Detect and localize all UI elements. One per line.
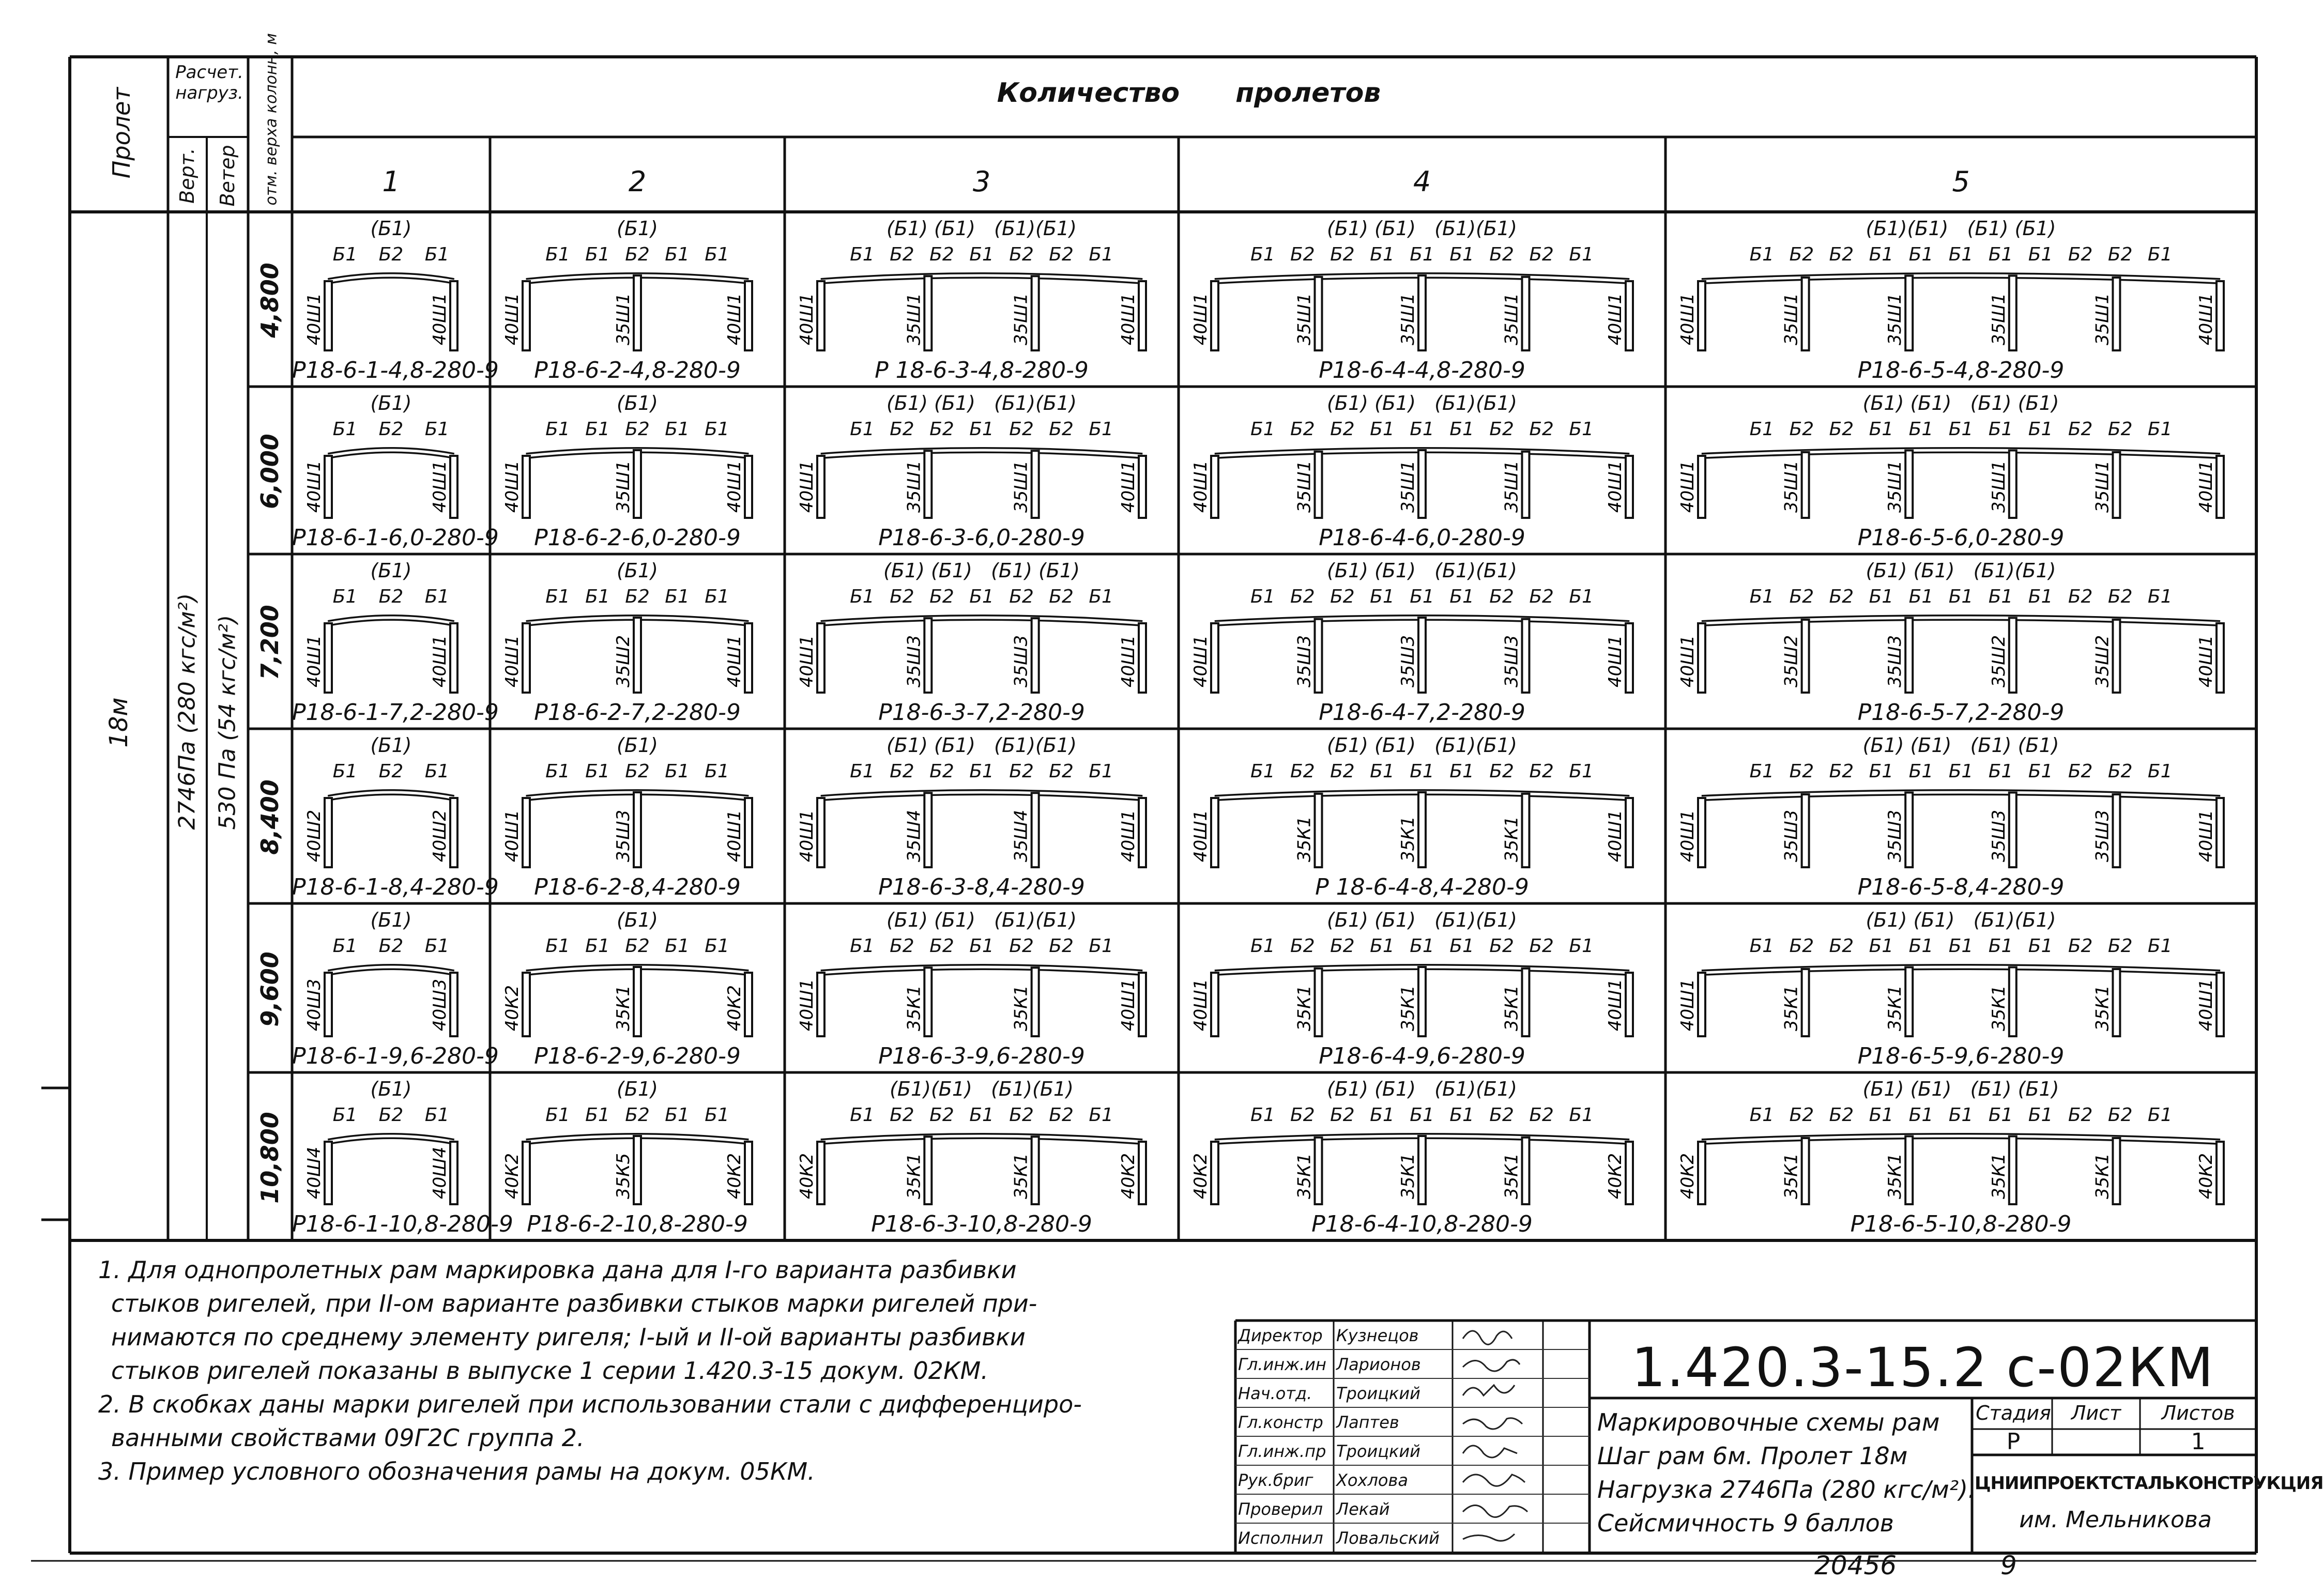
column-label: 35К1	[1885, 985, 1906, 1031]
stamp-role: Рук.бриг	[1238, 1470, 1313, 1490]
beam-marks: Б1 Б1 Б2 Б1 Б1	[545, 935, 729, 957]
page-number: 9	[2000, 1551, 2017, 1580]
frame-code: Р 18-6-4-8,4-280-9	[1315, 874, 1529, 900]
header-count-2: 2	[628, 165, 647, 198]
column-label: 35Ш1	[1294, 293, 1315, 345]
frame-code: Р18-6-1-9,6-280-9	[292, 1043, 499, 1069]
column-label: 40К2	[1190, 1153, 1211, 1199]
beam-marks: Б1 Б1 Б2 Б1 Б1	[545, 244, 729, 265]
beam-alt-marks: (Б1)	[370, 559, 412, 582]
org-subname: им. Мельникова	[2019, 1507, 2212, 1533]
sheet-label: Лист	[2071, 1402, 2121, 1424]
stamp-name: Троицкий	[1336, 1384, 1420, 1403]
beam-marks: Б1 Б2 Б1	[332, 419, 450, 440]
column-label: 40Ш1	[1605, 293, 1626, 345]
beam-alt-marks: (Б1)	[617, 559, 658, 582]
beam-alt-marks: (Б1)(Б1) (Б1) (Б1)	[1866, 217, 2056, 240]
column-label: 40К2	[724, 985, 745, 1031]
vertical-load-value: 2746Па (280 кгс/м²)	[174, 593, 201, 830]
beam-marks: Б1 Б2 Б2 Б1 Б2 Б2 Б1	[850, 1104, 1113, 1126]
column-label: 40Ш1	[797, 293, 817, 345]
stamp-name: Кузнецов	[1336, 1326, 1419, 1345]
beam-alt-marks: (Б1)	[370, 1078, 412, 1100]
height-label: 4,800	[256, 263, 284, 338]
stamp-name: Троицкий	[1336, 1441, 1420, 1461]
frame-code: Р18-6-2-10,8-280-9	[527, 1211, 748, 1237]
column-label: 40Ш1	[1190, 978, 1211, 1031]
column-label: 35К1	[1398, 1153, 1418, 1199]
column-label: 35Ш1	[904, 293, 925, 345]
column-label: 40Ш1	[1118, 809, 1139, 862]
frame-code: Р18-6-5-6,0-280-9	[1857, 525, 2065, 551]
beam-marks: Б1 Б2 Б2 Б1 Б2 Б2 Б1	[850, 419, 1113, 440]
beam-alt-marks: (Б1)(Б1) (Б1)(Б1)	[890, 1078, 1074, 1100]
column-label: 40Ш1	[1677, 635, 1698, 687]
frame-code: Р18-6-1-6,0-280-9	[292, 525, 499, 551]
frame-code: Р18-6-5-8,4-280-9	[1857, 874, 2065, 900]
beam-marks: Б1 Б1 Б2 Б1 Б1	[545, 1104, 729, 1126]
column-label: 40Ш1	[430, 635, 450, 687]
column-label: 35К1	[1501, 816, 1522, 862]
column-label: 40Ш1	[1677, 460, 1698, 513]
beam-marks: Б1 Б2 Б2 Б1 Б1 Б1 Б2 Б2 Б1	[1250, 1104, 1594, 1126]
header-span: Пролет	[108, 87, 135, 179]
stamp-name: Ловальский	[1336, 1528, 1440, 1548]
column-label: 40Ш1	[1605, 978, 1626, 1031]
header-load: Расчет. нагруз.	[175, 62, 243, 103]
column-label: 35Ш2	[2092, 635, 2113, 687]
column-label: 40Ш1	[1190, 460, 1211, 513]
column-label: 40Ш1	[724, 460, 745, 513]
column-label: 35К1	[1398, 816, 1418, 862]
stage-label: Стадия	[1976, 1402, 2051, 1424]
column-label: 40Ш1	[2196, 635, 2217, 687]
span-value: 18м	[104, 697, 133, 748]
column-label: 35Ш3	[1294, 635, 1315, 687]
column-label: 40Ш1	[2196, 460, 2217, 513]
doc-title-line-1: Маркировочные схемы рам	[1597, 1408, 1940, 1436]
column-label: 35Ш2	[1781, 635, 1802, 687]
column-label: 35К5	[613, 1153, 634, 1199]
beam-alt-marks: (Б1)	[617, 734, 658, 757]
frame-code: Р18-6-1-10,8-280-9	[292, 1211, 513, 1237]
frame-code: Р18-6-4-6,0-280-9	[1319, 525, 1525, 551]
beam-alt-marks: (Б1)	[370, 734, 412, 757]
column-label: 40Ш1	[430, 293, 450, 345]
doc-title-line-4: Сейсмичность 9 баллов	[1597, 1509, 1894, 1537]
column-label: 35Ш3	[1781, 809, 1802, 862]
stage-value: Р	[2006, 1429, 2021, 1455]
column-label: 40К2	[724, 1153, 745, 1199]
beam-alt-marks: (Б1)	[370, 217, 412, 240]
beam-alt-marks: (Б1)	[370, 392, 412, 415]
column-label: 35Ш1	[1011, 460, 1032, 513]
column-label: 40К2	[1118, 1153, 1139, 1199]
column-label: 35К1	[1988, 1153, 2009, 1199]
column-label: 40Ш1	[2196, 809, 2217, 862]
column-label: 35К1	[1501, 1153, 1522, 1199]
column-label: 35К1	[904, 1153, 925, 1199]
stamp-role: Проверил	[1238, 1499, 1323, 1519]
column-label: 35Ш3	[2092, 809, 2113, 862]
beam-alt-marks: (Б1) (Б1) (Б1)(Б1)	[1327, 392, 1517, 415]
frame-code: Р 18-6-3-4,8-280-9	[875, 357, 1089, 383]
column-label: 40Ш1	[1118, 635, 1139, 687]
column-label: 35Ш1	[1885, 293, 1906, 345]
note-line: 3. Пример условного обозначения рамы на докум. 05КМ.	[98, 1457, 815, 1485]
column-label: 35К1	[1781, 985, 1802, 1031]
beam-marks: Б1 Б2 Б2 Б1 Б1 Б1 Б1 Б1 Б2 Б2 Б1	[1749, 1104, 2173, 1126]
org-name: ЦНИИПРОЕКТСТАЛЬКОНСТРУКЦИЯ	[1975, 1473, 2323, 1494]
column-label: 35Ш2	[613, 635, 634, 687]
note-line: стыков ригелей показаны в выпуске 1 серии 1.420.3-15 докум. 02КМ.	[111, 1357, 988, 1385]
column-label: 35К1	[1988, 985, 2009, 1031]
column-label: 35Ш3	[1885, 809, 1906, 862]
column-label: 40Ш2	[304, 809, 325, 862]
column-label: 35К1	[1294, 1153, 1315, 1199]
column-label: 35Ш1	[1781, 293, 1802, 345]
frame-code: Р18-6-4-7,2-280-9	[1319, 699, 1525, 726]
column-label: 35Ш1	[1501, 293, 1522, 345]
beam-alt-marks: (Б1) (Б1) (Б1) (Б1)	[1862, 1078, 2059, 1100]
beam-marks: Б1 Б2 Б2 Б1 Б2 Б2 Б1	[850, 244, 1113, 265]
stamp-name: Лаптев	[1336, 1413, 1399, 1432]
column-label: 35Ш3	[613, 809, 634, 862]
beam-marks: Б1 Б2 Б2 Б1 Б1 Б1 Б2 Б2 Б1	[1250, 244, 1594, 265]
beam-alt-marks: (Б1) (Б1) (Б1) (Б1)	[883, 559, 1080, 582]
beam-marks: Б1 Б2 Б2 Б1 Б1 Б1 Б1 Б1 Б2 Б2 Б1	[1749, 244, 2173, 265]
column-label: 35К1	[1885, 1153, 1906, 1199]
column-label: 40К2	[2196, 1153, 2217, 1199]
beam-alt-marks: (Б1) (Б1) (Б1)(Б1)	[1866, 559, 2056, 582]
beam-marks: Б1 Б2 Б2 Б1 Б1 Б1 Б1 Б1 Б2 Б2 Б1	[1749, 419, 2173, 440]
column-label: 40Ш1	[724, 809, 745, 862]
column-label: 40Ш1	[797, 635, 817, 687]
column-label: 40Ш1	[797, 460, 817, 513]
column-label: 40Ш1	[502, 460, 523, 513]
height-label: 10,800	[256, 1111, 284, 1204]
beam-marks: Б1 Б2 Б2 Б1 Б1 Б1 Б1 Б1 Б2 Б2 Б1	[1749, 586, 2173, 607]
frame-code: Р18-6-2-7,2-280-9	[534, 699, 741, 726]
column-label: 35Ш3	[1011, 635, 1032, 687]
column-label: 35Ш1	[1011, 293, 1032, 345]
frame-code: Р18-6-1-8,4-280-9	[292, 874, 499, 900]
column-label: 40Ш1	[797, 809, 817, 862]
beam-marks: Б1 Б2 Б2 Б1 Б1 Б1 Б1 Б1 Б2 Б2 Б1	[1749, 761, 2173, 782]
frame-code: Р18-6-5-9,6-280-9	[1857, 1043, 2065, 1069]
stamp-role: Гл.инж.пр	[1238, 1441, 1326, 1461]
height-label: 7,200	[256, 605, 284, 680]
column-label: 40Ш1	[1118, 978, 1139, 1031]
beam-marks: Б1 Б2 Б1	[332, 244, 450, 265]
column-label: 40К2	[502, 1153, 523, 1199]
doc-code: 1.420.3-15.2 с-02КМ	[1631, 1336, 2214, 1399]
frame-code: Р18-6-5-4,8-280-9	[1857, 357, 2065, 383]
column-label: 40Ш1	[1118, 293, 1139, 345]
doc-title-line-2: Шаг рам 6м. Пролет 18м	[1597, 1442, 1908, 1470]
column-label: 35К1	[2092, 1153, 2113, 1199]
column-label: 35Ш3	[1501, 635, 1522, 687]
beam-alt-marks: (Б1)	[617, 392, 658, 415]
beam-alt-marks: (Б1) (Б1) (Б1) (Б1)	[1862, 734, 2059, 757]
column-label: 40Ш1	[1677, 978, 1698, 1031]
column-label: 40Ш1	[1677, 809, 1698, 862]
beam-marks: Б1 Б2 Б2 Б1 Б1 Б1 Б2 Б2 Б1	[1250, 419, 1594, 440]
frame-code: Р18-6-2-8,4-280-9	[534, 874, 741, 900]
column-label: 40Ш1	[1605, 809, 1626, 862]
column-label: 40Ш1	[1677, 293, 1698, 345]
frame-code: Р18-6-1-4,8-280-9	[292, 357, 499, 383]
beam-marks: Б1 Б1 Б2 Б1 Б1	[545, 586, 729, 607]
beam-alt-marks: (Б1)	[617, 909, 658, 931]
column-label: 35Ш1	[1988, 460, 2009, 513]
column-label: 35Ш1	[1294, 460, 1315, 513]
beam-alt-marks: (Б1) (Б1) (Б1)(Б1)	[887, 909, 1077, 931]
height-label: 9,600	[256, 951, 284, 1027]
note-line: нимаются по среднему элементу ригеля; I-ый и II-ой варианты разбивки	[111, 1323, 1026, 1351]
frame-code: Р18-6-4-10,8-280-9	[1311, 1211, 1533, 1237]
beam-marks: Б1 Б2 Б2 Б1 Б1 Б1 Б2 Б2 Б1	[1250, 935, 1594, 957]
column-label: 40Ш1	[304, 293, 325, 345]
column-label: 35Ш1	[904, 460, 925, 513]
frame-code: Р18-6-2-9,6-280-9	[534, 1043, 741, 1069]
column-label: 40Ш1	[2196, 978, 2217, 1031]
column-label: 40Ш4	[430, 1146, 450, 1199]
margin-marks	[0, 0, 72, 1596]
column-label: 35Ш1	[2092, 293, 2113, 345]
column-label: 40К2	[502, 985, 523, 1031]
column-label: 35Ш1	[613, 293, 634, 345]
beam-marks: Б1 Б1 Б2 Б1 Б1	[545, 761, 729, 782]
beam-marks: Б1 Б2 Б2 Б1 Б2 Б2 Б1	[850, 761, 1113, 782]
frame-code: Р18-6-3-10,8-280-9	[871, 1211, 1092, 1237]
sheets-label: Листов	[2161, 1402, 2235, 1424]
column-label: 40К2	[797, 1153, 817, 1199]
stamp-name: Ларионов	[1336, 1355, 1421, 1374]
beam-marks: Б1 Б2 Б2 Б1 Б1 Б1 Б2 Б2 Б1	[1250, 761, 1594, 782]
frame-code: Р18-6-4-9,6-280-9	[1319, 1043, 1525, 1069]
note-line: 1. Для однопролетных рам маркировка дана для I-го варианта разбивки	[98, 1256, 1017, 1284]
header-vert: Верт.	[176, 148, 198, 204]
header-count-5: 5	[1952, 165, 1970, 198]
column-label: 40Ш1	[1190, 635, 1211, 687]
column-label: 40Ш1	[430, 460, 450, 513]
height-label: 6,000	[256, 434, 284, 509]
beam-marks: Б1 Б2 Б1	[332, 1104, 450, 1126]
column-label: 35К1	[613, 985, 634, 1031]
header-wind: Ветер	[216, 145, 239, 207]
beam-marks: Б1 Б1 Б2 Б1 Б1	[545, 419, 729, 440]
frame-code: Р18-6-4-4,8-280-9	[1319, 357, 1525, 383]
column-label: 40Ш1	[304, 635, 325, 687]
beam-marks: Б1 Б2 Б1	[332, 586, 450, 607]
beam-alt-marks: (Б1)	[617, 217, 658, 240]
column-label: 35Ш1	[2092, 460, 2113, 513]
column-label: 35Ш1	[1501, 460, 1522, 513]
frame-code: Р18-6-3-6,0-280-9	[878, 525, 1085, 551]
header-count-1: 1	[382, 165, 400, 198]
beam-alt-marks: (Б1)	[370, 909, 412, 931]
beam-alt-marks: (Б1) (Б1) (Б1)(Б1)	[1327, 559, 1517, 582]
column-label: 40Ш1	[1605, 460, 1626, 513]
column-label: 40Ш1	[304, 460, 325, 513]
note-line: 2. В скобках даны марки ригелей при использовании стали с дифференциро-	[98, 1390, 1082, 1418]
column-label: 40Ш1	[1605, 635, 1626, 687]
frame-code: Р18-6-5-7,2-280-9	[1857, 699, 2065, 726]
column-label: 40Ш1	[1190, 293, 1211, 345]
beam-alt-marks: (Б1) (Б1) (Б1)(Б1)	[1327, 217, 1517, 240]
column-label: 35Ш1	[1988, 293, 2009, 345]
column-label: 40Ш1	[502, 635, 523, 687]
column-label: 35Ш1	[1398, 460, 1418, 513]
note-line: стыков ригелей, при II-ом варианте разбивки стыков марки ригелей при-	[111, 1290, 1037, 1317]
column-label: 35Ш1	[613, 460, 634, 513]
sheets-value: 1	[2191, 1429, 2206, 1455]
column-label: 35К1	[904, 985, 925, 1031]
column-label: 35К1	[1501, 985, 1522, 1031]
beam-marks: Б1 Б2 Б1	[332, 761, 450, 782]
column-label: 40Ш1	[797, 978, 817, 1031]
beam-alt-marks: (Б1) (Б1) (Б1)(Б1)	[1327, 1078, 1517, 1100]
column-label: 40Ш1	[502, 809, 523, 862]
beam-alt-marks: (Б1) (Б1) (Б1) (Б1)	[1862, 392, 2059, 415]
doc-title-line-3: Нагрузка 2746Па (280 кгс/м²).	[1597, 1476, 1976, 1503]
header-height: отм. верха колонн, м	[262, 33, 281, 206]
column-label: 40Ш1	[724, 293, 745, 345]
column-label: 40Ш4	[304, 1146, 325, 1199]
header-group-title: Количество пролетов	[997, 78, 1381, 109]
frame-code: Р18-6-3-7,2-280-9	[878, 699, 1085, 726]
stamp-name: Хохлова	[1336, 1470, 1408, 1490]
beam-alt-marks: (Б1) (Б1) (Б1)(Б1)	[887, 217, 1077, 240]
column-label: 35К1	[2092, 985, 2113, 1031]
column-label: 40Ш1	[2196, 293, 2217, 345]
beam-marks: Б1 Б2 Б2 Б1 Б2 Б2 Б1	[850, 586, 1113, 607]
column-label: 35Ш1	[1398, 293, 1418, 345]
column-label: 40К2	[1677, 1153, 1698, 1199]
beam-marks: Б1 Б2 Б2 Б1 Б1 Б1 Б2 Б2 Б1	[1250, 586, 1594, 607]
stamp-role: Гл.констр	[1238, 1413, 1323, 1432]
column-label: 35Ш3	[1885, 635, 1906, 687]
column-label: 40Ш3	[304, 978, 325, 1031]
frame-code: Р18-6-2-4,8-280-9	[534, 357, 741, 383]
stamp-role: Исполнил	[1238, 1528, 1323, 1548]
column-label: 40Ш1	[1118, 460, 1139, 513]
stamp-role: Гл.инж.ин	[1238, 1355, 1326, 1374]
column-label: 40Ш1	[502, 293, 523, 345]
column-label: 35К1	[1294, 816, 1315, 862]
column-label: 35К1	[1781, 1153, 1802, 1199]
column-label: 40Ш1	[724, 635, 745, 687]
beam-alt-marks: (Б1) (Б1) (Б1)(Б1)	[1327, 909, 1517, 931]
column-label: 40Ш3	[430, 978, 450, 1031]
wind-load-value: 530 Па (54 кгс/м²)	[214, 615, 241, 830]
beam-marks: Б1 Б2 Б2 Б1 Б2 Б2 Б1	[850, 935, 1113, 957]
frame-code: Р18-6-3-8,4-280-9	[878, 874, 1085, 900]
column-label: 35Ш3	[1398, 635, 1418, 687]
column-label: 40К2	[1605, 1153, 1626, 1199]
beam-alt-marks: (Б1)	[617, 1078, 658, 1100]
beam-alt-marks: (Б1) (Б1) (Б1)(Б1)	[1327, 734, 1517, 757]
frame-code: Р18-6-1-7,2-280-9	[292, 699, 499, 726]
column-label: 35К1	[1011, 1153, 1032, 1199]
header-count-3: 3	[972, 165, 991, 198]
column-label: 35Ш3	[1988, 809, 2009, 862]
inventory-number: 20456	[1814, 1551, 1897, 1580]
beam-marks: Б1 Б2 Б2 Б1 Б1 Б1 Б1 Б1 Б2 Б2 Б1	[1749, 935, 2173, 957]
stamp-name: Лекай	[1336, 1499, 1390, 1519]
column-label: 35Ш4	[904, 809, 925, 862]
beam-marks: Б1 Б2 Б1	[332, 935, 450, 957]
beam-alt-marks: (Б1) (Б1) (Б1)(Б1)	[1866, 909, 2056, 931]
header-count-4: 4	[1413, 165, 1431, 198]
frame-code: Р18-6-5-10,8-280-9	[1850, 1211, 2072, 1237]
beam-alt-marks: (Б1) (Б1) (Б1)(Б1)	[887, 392, 1077, 415]
column-label: 35К1	[1398, 985, 1418, 1031]
frame-code: Р18-6-3-9,6-280-9	[878, 1043, 1085, 1069]
frame-code: Р18-6-2-6,0-280-9	[534, 525, 741, 551]
column-label: 40Ш2	[430, 809, 450, 862]
column-label: 35К1	[1011, 985, 1032, 1031]
column-label: 35Ш1	[1781, 460, 1802, 513]
height-label: 8,400	[256, 779, 284, 855]
column-label: 35К1	[1294, 985, 1315, 1031]
note-line: ванными свойствами 09Г2С группа 2.	[111, 1424, 585, 1452]
column-label: 35Ш2	[1988, 635, 2009, 687]
stamp-role: Директор	[1238, 1326, 1323, 1345]
column-label: 40Ш1	[1190, 809, 1211, 862]
column-label: 35Ш1	[1885, 460, 1906, 513]
column-label: 35Ш4	[1011, 809, 1032, 862]
stamp-role: Нач.отд.	[1238, 1384, 1312, 1403]
beam-alt-marks: (Б1) (Б1) (Б1)(Б1)	[887, 734, 1077, 757]
column-label: 35Ш3	[904, 635, 925, 687]
